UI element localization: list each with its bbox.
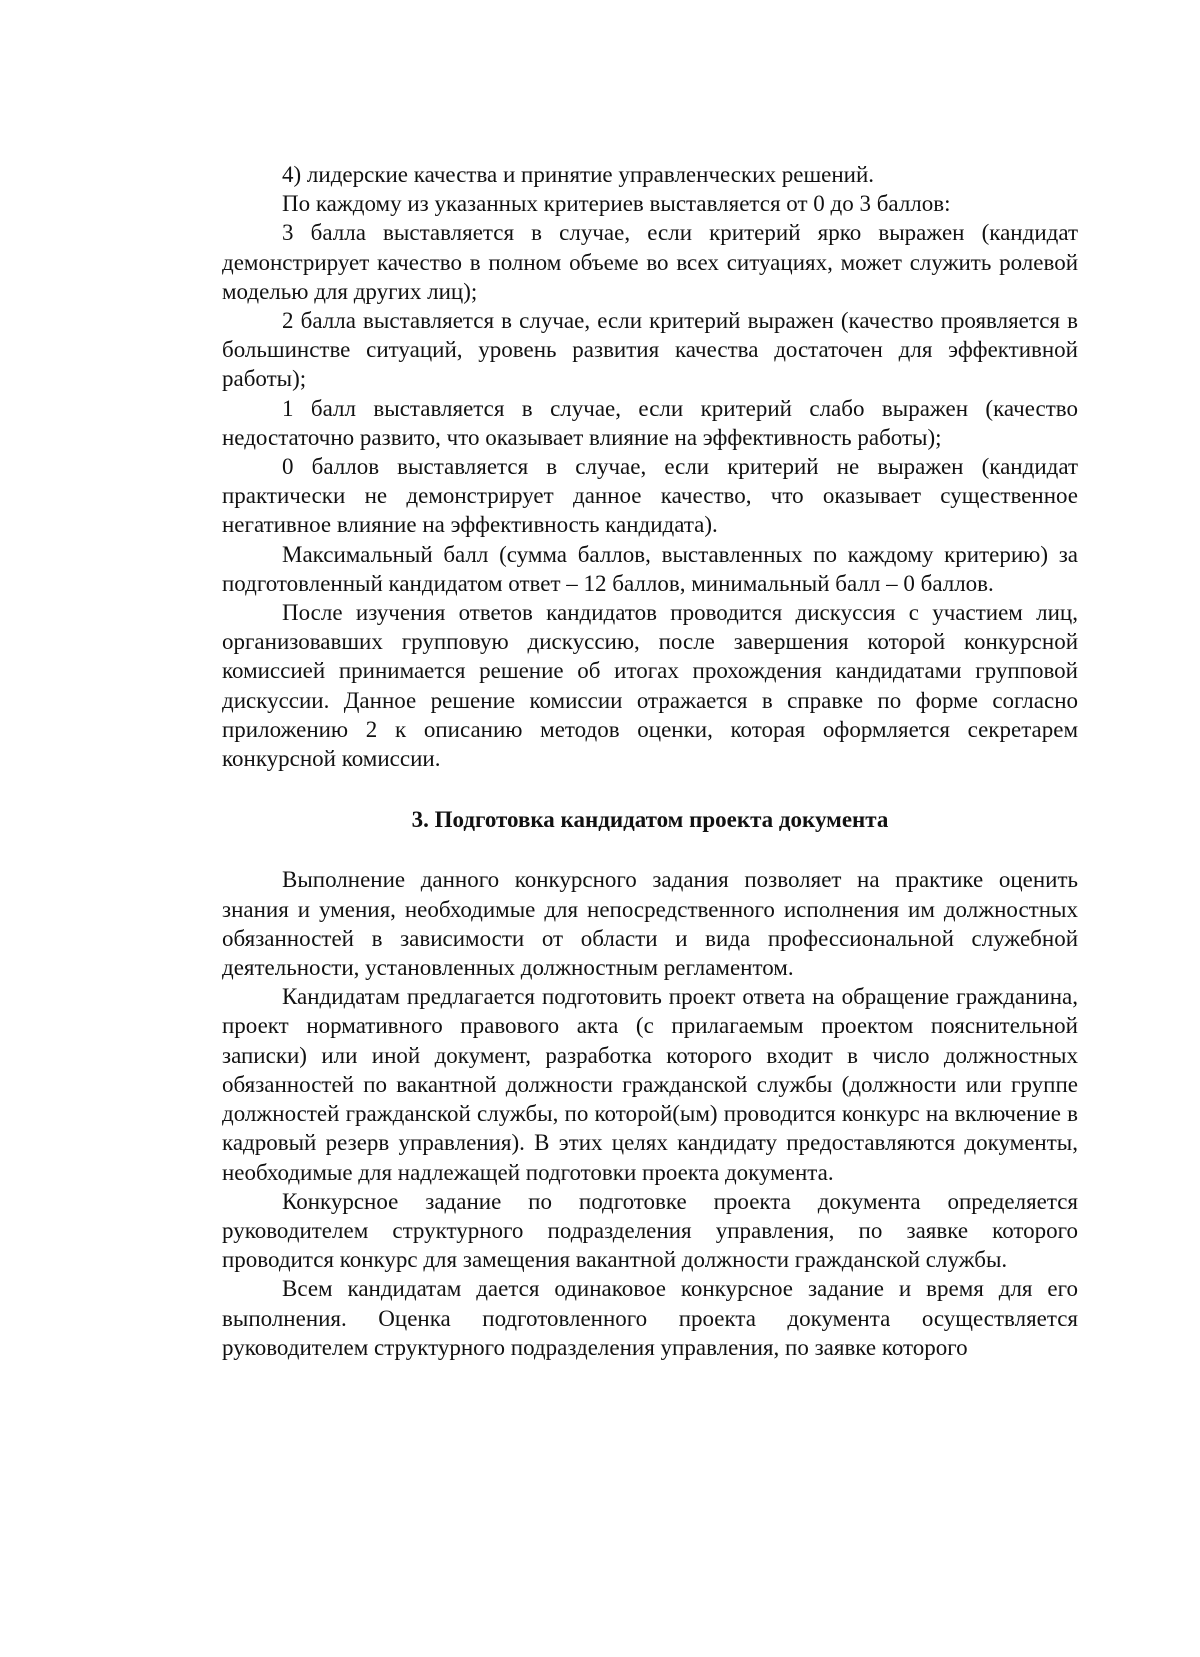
document-body — [222, 160, 1078, 1362]
paragraph-score-2: 2 балла выставляется в случае, если критерий выражен (качество проявляется в большинстве ситуаций, уровень развития качества достаточен для эффективной работы); — [222, 308, 1078, 392]
paragraph-score-3: 3 балла выставляется в случае, если критерий ярко выражен (кандидат демонстрирует качество в полном объеме во всех ситуациях, может служить ролевой моделью для других лиц); — [222, 220, 1078, 304]
paragraph-score-0: 0 баллов выставляется в случае, если критерий не выражен (кандидат практически не демонстрирует данное качество, что оказывает существенное негативное влияние на эффективность кандидата). — [222, 454, 1078, 538]
paragraph-score-1: 1 балл выставляется в случае, если критерий слабо выражен (качество недостаточно развито, что оказывает влияние на эффективность работы); — [222, 395, 1078, 450]
paragraph-task-purpose: Выполнение данного конкурсного задания позволяет на практике оценить знания и умения, необходимые для непосредственного исполнения им должностных обязанностей в зависимости от области и вида профессиональной служебной деятельности, установленных должностным регламентом. — [222, 867, 1078, 981]
paragraph-criterion-4: 4) лидерские качества и принятие управленческих решений. — [282, 162, 875, 187]
paragraph-task-definition: Конкурсное задание по подготовке проекта документа определяется руководителем структурного подразделения управления, по заявке которого проводится конкурс для замещения вакантной должности гражданской службы. — [222, 1188, 1078, 1273]
paragraph-discussion: После изучения ответов кандидатов проводится дискуссия с участием лиц, организовавших групповую дискуссию, после завершения которой конкурсной комиссией принимается решение об итогах прохождения кандидатами групповой дискуссии. Данное решение комиссии отражается в справке по форме согласно приложению 2 к описанию методов оценки, которая оформляется секретарем конкурсной комиссии. — [222, 600, 1078, 772]
paragraph-task-evaluation: Всем кандидатам дается одинаковое конкурсное задание и время для его выполнения. Оценка подготовленного проекта документа осуществляется руководителем структурного подразделения управления, по заявке которого — [222, 1276, 1078, 1360]
section-heading: 3. Подготовка кандидатом проекта документа — [411, 807, 889, 833]
paragraph-task-description: Кандидатам предлагается подготовить проект ответа на обращение гражданина, проект нормативного правового акта (с прилагаемым проектом пояснительной записки) или иной документ, разработка которого входит в число должностных обязанностей по вакантной должности гражданской службы (должности или группе должностей гражданской службы, по которой(ым) проводится конкурс на включение в кадровый резерв управления). В этих целях кандидату предоставляются документы, необходимые для надлежащей подготовки проекта документа. — [222, 984, 1078, 1185]
paragraph-scoring-intro: По каждому из указанных критериев выставляется от 0 до 3 баллов: — [282, 191, 951, 217]
paragraph-max-score: Максимальный балл (сумма баллов, выставленных по каждому критерию) за подготовленный кандидатом ответ – 12 баллов, минимальный балл – 0 баллов. — [222, 541, 1078, 596]
